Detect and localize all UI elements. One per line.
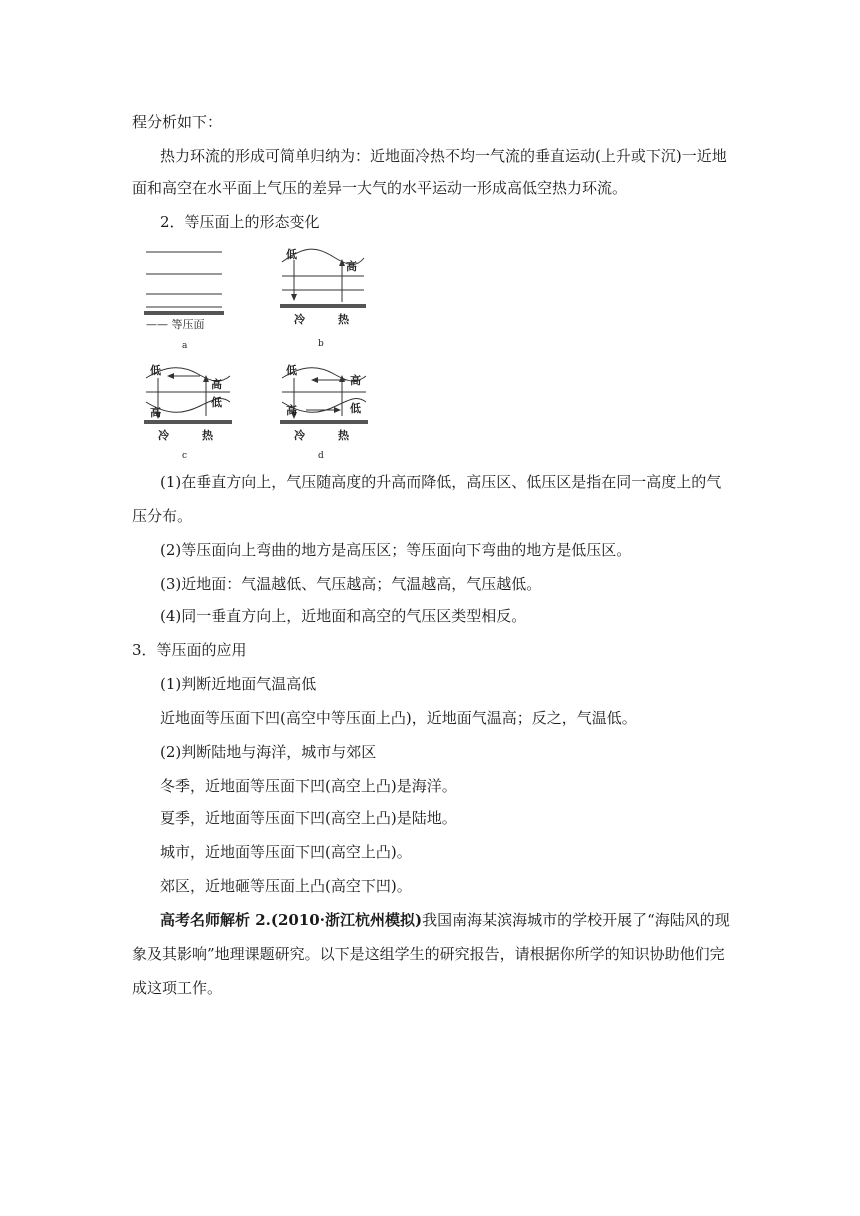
figure-d-low-bot-label: 低 (350, 402, 361, 415)
text-line-18 (160, 910, 730, 930)
figure-c-caption: c (182, 451, 188, 461)
figure-d-cold-label: 冷 (294, 429, 305, 442)
text-line-6: 压分布。 (132, 507, 193, 525)
figure-a-legend: —— 等压面 (146, 318, 205, 331)
text-line-7: (2)等压面向上弯曲的地方是高压区；等压面向下弯曲的地方是低压区。 (160, 541, 632, 559)
figure-d-hot-label: 热 (338, 429, 349, 442)
text-line-5: (1)在垂直方向上，气压随高度的升高而降低，高压区、低压区是指在同一高度上的气 (160, 473, 722, 491)
figure-b-cold-label: 冷 (294, 313, 305, 326)
figure-d-high-bot-label: 高 (286, 404, 297, 417)
text-line-14: 冬季，近地面等压面下凹(高空上凸)是海洋。 (160, 777, 457, 795)
figure-b-high-label: 高 (346, 260, 357, 273)
exam-analysis-label: 高考名师解析 2.(2010·浙江杭州模拟) (160, 911, 423, 929)
text-line-13: (2)判断陆地与海洋，城市与郊区 (160, 743, 377, 761)
text-line-3: 面和高空在水平面上气压的差异一大气的水平运动一形成高低空热力环流。 (132, 179, 628, 197)
figure-d-low-top-label: 低 (286, 364, 297, 377)
text-line-16: 城市，近地面等压面下凹(高空上凸)。 (160, 843, 412, 861)
figure-a (140, 244, 240, 352)
figure-c (140, 358, 240, 462)
figure-c-cold-label: 冷 (158, 429, 169, 442)
figure-d-caption: d (318, 451, 324, 461)
text-line-11: (1)判断近地面气温高低 (160, 675, 317, 693)
figure-c-high-bot-label: 高 (150, 406, 161, 419)
figure-c-low-mid-label: 低 (211, 396, 222, 409)
text-line-12: 近地面等压面下凹(高空中等压面上凸)，近地面气温高；反之，气温低。 (160, 709, 637, 727)
text-line-1: 程分析如下： (132, 113, 223, 131)
text-line-9: (4)同一垂直方向上，近地面和高空的气压区类型相反。 (160, 607, 527, 625)
text-line-15: 夏季，近地面等压面下凹(高空上凸)是陆地。 (160, 809, 457, 827)
figure-b (276, 244, 376, 352)
text-line-8: (3)近地面：气温越低、气压越高；气温越高，气压越低。 (160, 575, 542, 593)
section-heading-3: 3．等压面的应用 (132, 641, 247, 659)
text-line-17: 郊区，近地砸等压面上凸(高空下凹)。 (160, 877, 412, 895)
figure-c-high-top-label: 高 (211, 378, 222, 391)
figure-c-hot-label: 热 (202, 429, 213, 442)
figure-a-caption: a (182, 341, 188, 351)
text-line-20: 成这项工作。 (132, 979, 223, 997)
text-line-2: 热力环流的形成可简单归纳为：近地面冷热不均一气流的垂直运动(上升或下沉)一近地 (160, 147, 727, 165)
section-heading-2: 2．等压面上的形态变化 (160, 213, 320, 231)
figure-b-caption: b (318, 339, 324, 349)
figure-b-low-label: 低 (286, 248, 297, 261)
figure-c-low-top-label: 低 (150, 364, 161, 377)
exam-analysis-text: 我国南海某滨海城市的学校开展了“海陆风的现 (422, 911, 730, 929)
text-line-19: 象及其影响”地理课题研究。以下是这组学生的研究报告，请根据你所学的知识协助他们完 (132, 945, 725, 963)
figure-d-high-top-label: 高 (350, 374, 361, 387)
figure-d (276, 358, 376, 462)
figure-b-hot-label: 热 (338, 313, 349, 326)
